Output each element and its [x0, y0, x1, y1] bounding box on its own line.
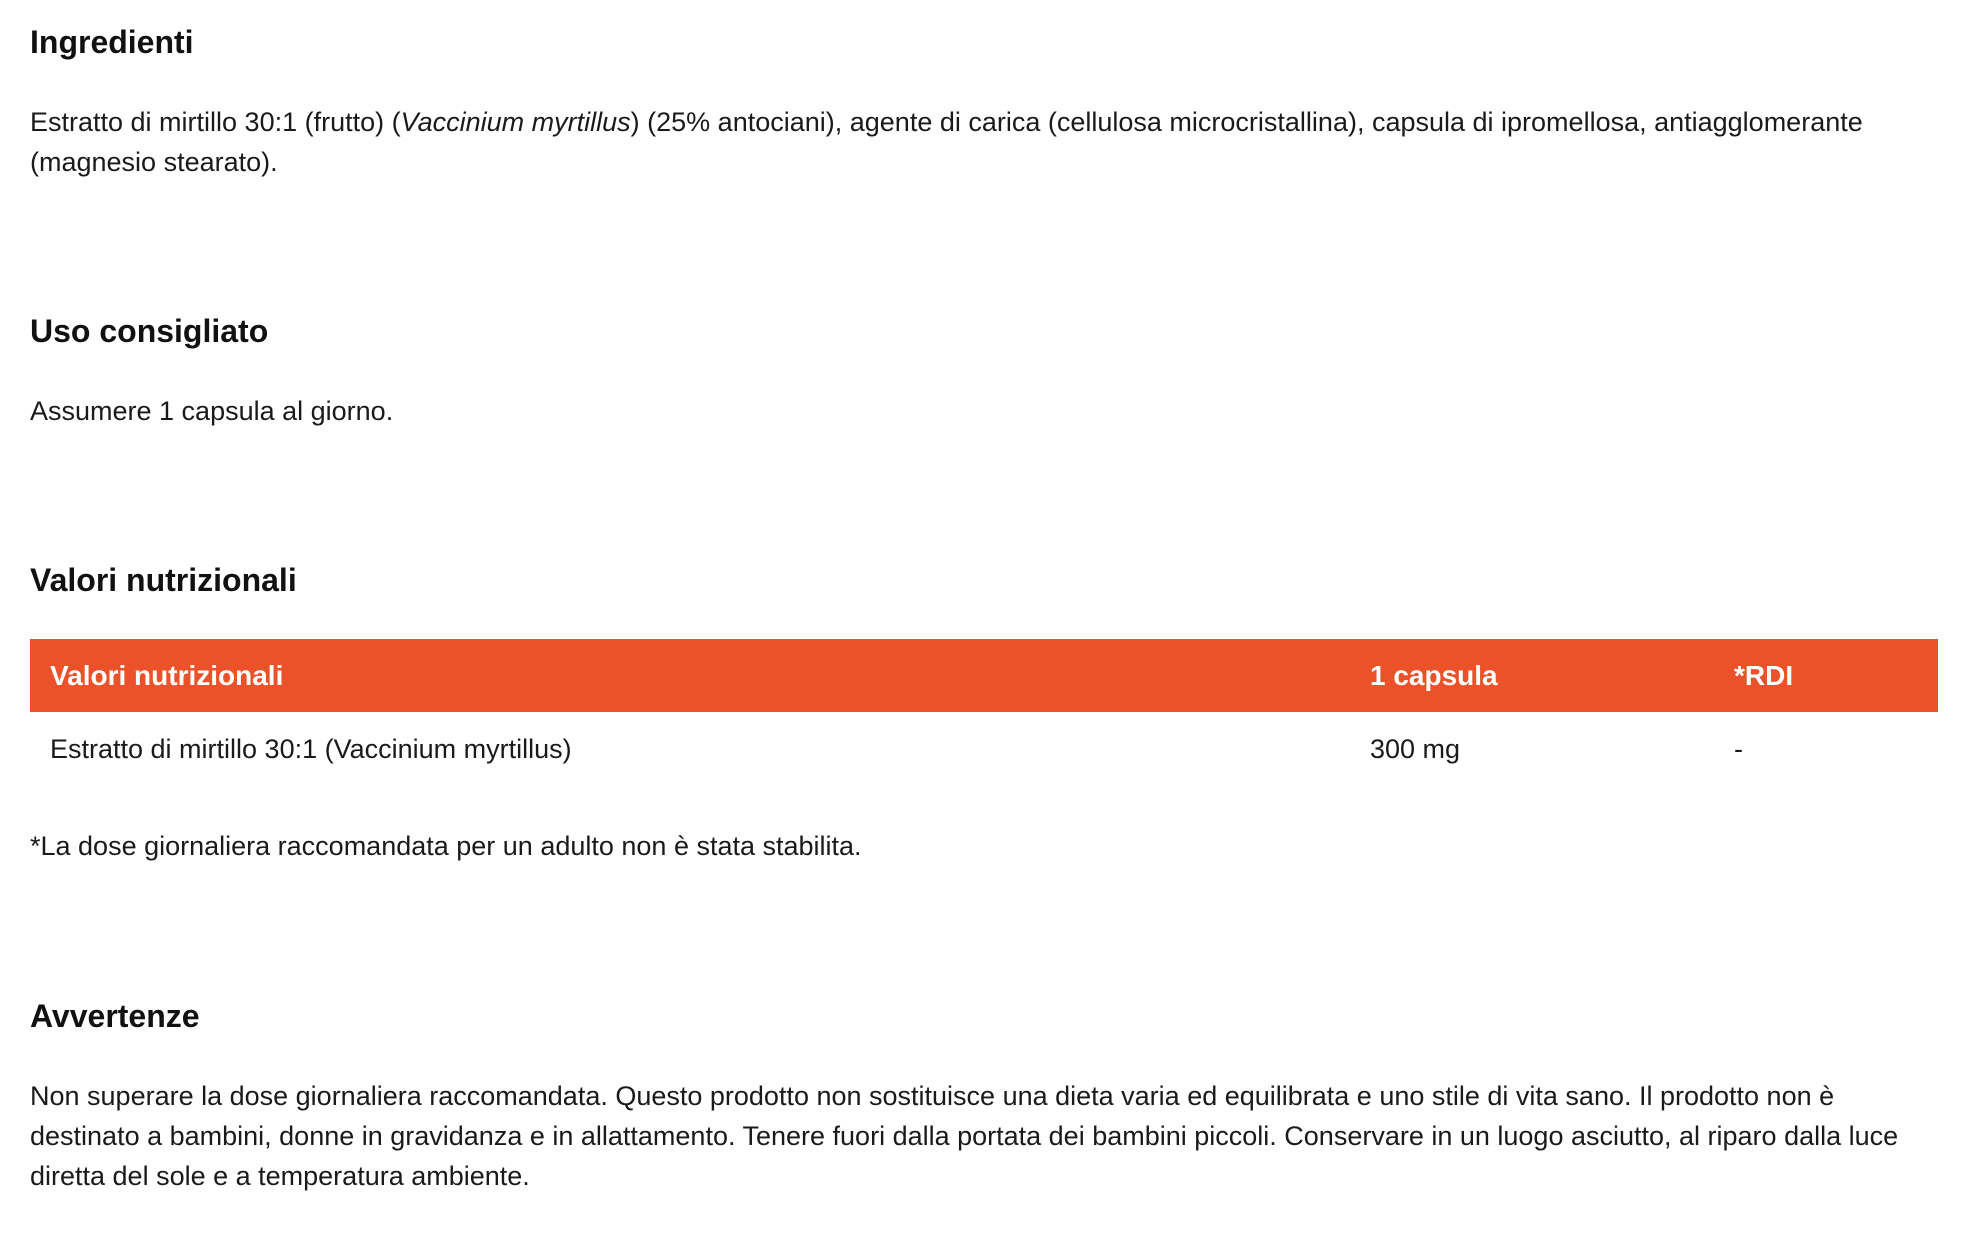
nutrition-cell-name: Estratto di mirtillo 30:1 (Vaccinium myrtillus) [50, 733, 572, 764]
ingredients-heading: Ingredienti [30, 24, 194, 60]
nutrition-header-quantity: 1 capsula [1350, 639, 1714, 712]
usage-text: Assumere 1 capsula al giorno. [30, 396, 394, 426]
table-row [30, 712, 1938, 786]
ingredients-text-end: ) (25% antociani), agente di carica (cellulosa microcristallina), capsula di ipromellosa, antiagglomerante (magnesio stearato). [30, 107, 1863, 177]
nutrition-header-name: Valori nutrizionali [30, 639, 1350, 712]
warnings-text: Non superare la dose giornaliera raccomandata. Questo prodotto non sostituisce una dieta varia ed equilibrata e uno stile di vita sano. Il prodotto non è destinato a bambini, donne in gravidanza e in allattamento. Tenere fuori dalla portata dei bambini piccoli. Conservare in un luogo asciutto, al riparo dalla luce diretta del sole e a temperatura ambiente. [30, 1081, 1899, 1191]
usage-heading: Uso consigliato [30, 313, 269, 349]
warnings-heading: Avvertenze [30, 998, 200, 1034]
nutrition-heading: Valori nutrizionali [30, 562, 297, 598]
nutrition-cell-rdi: - [1734, 733, 1743, 764]
ingredients-text-start: Estratto di mirtillo 30:1 (frutto) ( [30, 107, 401, 137]
nutrition-cell-quantity: 300 mg [1370, 733, 1461, 764]
nutrition-table [30, 639, 1938, 786]
ingredients-latin-name: Vaccinium myrtillus [400, 107, 631, 137]
ingredients-text [30, 102, 1930, 182]
nutrition-table-header-row [30, 639, 1938, 712]
nutrition-footnote: *La dose giornaliera raccomandata per un adulto non è stata stabilita. [30, 831, 862, 861]
nutrition-header-rdi: *RDI [1714, 639, 1938, 712]
